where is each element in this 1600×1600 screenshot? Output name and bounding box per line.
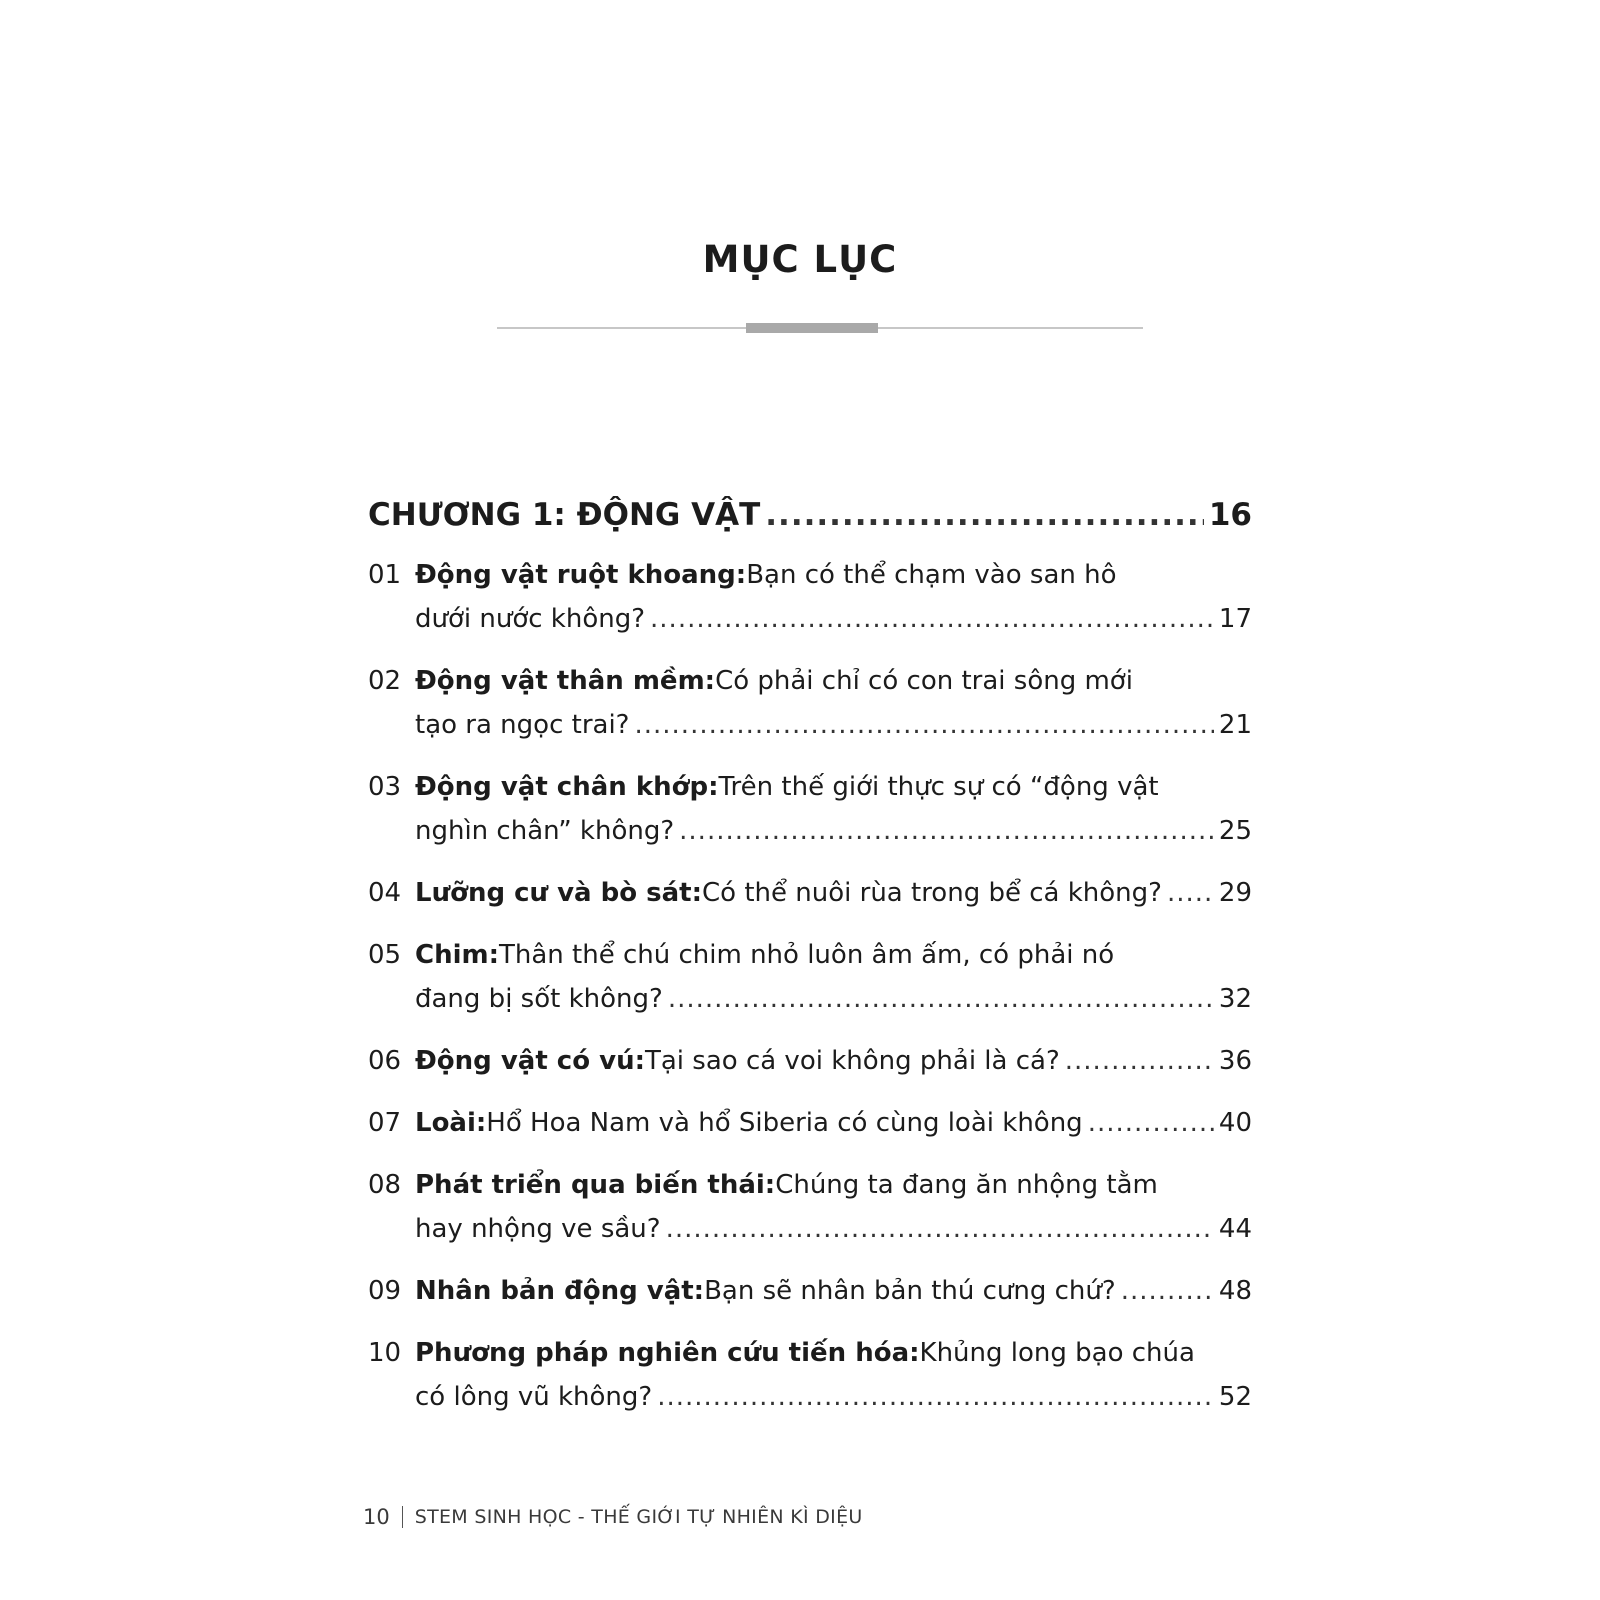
entry-page: 44 (1218, 1214, 1252, 1244)
page-footer (363, 1505, 863, 1529)
toc-entry-05[interactable] (368, 933, 1252, 1021)
entry-question: Bạn có thể chạm vào san hô (746, 560, 1117, 590)
entry-page: 36 (1218, 1046, 1252, 1076)
entry-question: Khủng long bạo chúa (919, 1338, 1195, 1368)
footer-page-number: 10 (363, 1505, 390, 1529)
entry-number: 04 (368, 878, 402, 908)
entry-number: 02 (368, 666, 402, 696)
toc-entry-01[interactable] (368, 553, 1252, 641)
entry-topic: Loài: (415, 1108, 487, 1138)
toc-entry-10[interactable] (368, 1331, 1252, 1419)
entry-question: Tại sao cá voi không phải là cá? (644, 1046, 1060, 1076)
dot-leader (657, 1375, 1214, 1419)
entry-topic: Chim: (415, 940, 499, 970)
entry-topic: Động vật chân khớp: (415, 772, 719, 802)
entry-question: Có phải chỉ có con trai sông mới (715, 666, 1133, 696)
entry-topic: Phát triển qua biến thái: (415, 1170, 776, 1200)
entry-number: 09 (368, 1276, 402, 1306)
entry-question: Bạn sẽ nhân bản thú cưng chứ? (704, 1276, 1116, 1306)
dot-leader (765, 497, 1204, 533)
entry-question: Trên thế giới thực sự có “động vật (718, 772, 1159, 802)
entry-page: 40 (1218, 1108, 1252, 1138)
dot-leader (679, 809, 1214, 853)
chapter-heading[interactable] (368, 497, 1252, 541)
entry-page: 48 (1218, 1276, 1252, 1306)
entry-question-cont: nghìn chân” không? (415, 816, 675, 846)
entry-question-cont: đang bị sốt không? (415, 984, 663, 1014)
entry-question: Thân thể chú chim nhỏ luôn âm ấm, có phải nó (499, 940, 1115, 970)
entry-page: 32 (1218, 984, 1252, 1014)
entry-number: 07 (368, 1108, 402, 1138)
table-of-contents (368, 497, 1252, 1437)
entry-topic: Động vật thân mềm: (415, 666, 716, 696)
title-divider-accent (746, 323, 878, 333)
toc-entry-02[interactable] (368, 659, 1252, 747)
toc-entry-06[interactable] (368, 1039, 1252, 1083)
entry-question: Có thể nuôi rùa trong bể cá không? (702, 878, 1162, 908)
entry-question-cont: dưới nước không? (415, 604, 646, 634)
entry-topic: Động vật ruột khoang: (415, 560, 747, 590)
entry-question-cont: tạo ra ngọc trai? (415, 710, 630, 740)
dot-leader (1167, 871, 1214, 915)
entry-number: 08 (368, 1170, 402, 1200)
entry-number: 01 (368, 560, 402, 590)
dot-leader (1121, 1269, 1214, 1313)
entry-topic: Động vật có vú: (415, 1046, 645, 1076)
entry-number: 10 (368, 1338, 402, 1368)
entry-page: 52 (1218, 1382, 1252, 1412)
dot-leader (634, 703, 1213, 747)
footer-book-title: STEM SINH HỌC - THẾ GIỚI TỰ NHIÊN KÌ DIỆU (414, 1506, 863, 1528)
entry-page: 29 (1218, 878, 1252, 908)
chapter-label: CHƯƠNG 1: ĐỘNG VẬT (368, 497, 761, 533)
dot-leader (668, 977, 1214, 1021)
dot-leader (1088, 1101, 1214, 1145)
entry-page: 25 (1218, 816, 1252, 846)
dot-leader (1065, 1039, 1214, 1083)
toc-entry-03[interactable] (368, 765, 1252, 853)
entry-question-cont: hay nhộng ve sầu? (415, 1214, 661, 1244)
dot-leader (666, 1207, 1214, 1251)
entry-topic: Nhân bản động vật: (415, 1276, 705, 1306)
entry-number: 05 (368, 940, 402, 970)
entry-question: Chúng ta đang ăn nhộng tằm (775, 1170, 1158, 1200)
entry-number: 03 (368, 772, 402, 802)
entry-question: Hổ Hoa Nam và hổ Siberia có cùng loài không (486, 1108, 1083, 1138)
entry-topic: Phương pháp nghiên cứu tiến hóa: (415, 1338, 920, 1368)
chapter-page: 16 (1208, 497, 1252, 533)
dot-leader (650, 597, 1214, 641)
entry-topic: Lưỡng cư và bò sát: (415, 878, 703, 908)
toc-entry-07[interactable] (368, 1101, 1252, 1145)
entry-page: 17 (1218, 604, 1252, 634)
entry-number: 06 (368, 1046, 402, 1076)
page-title: MỤC LỤC (702, 238, 898, 281)
toc-entry-09[interactable] (368, 1269, 1252, 1313)
toc-entry-08[interactable] (368, 1163, 1252, 1251)
toc-entry-04[interactable] (368, 871, 1252, 915)
footer-separator (402, 1506, 403, 1528)
entry-question-cont: có lông vũ không? (415, 1382, 653, 1412)
entry-page: 21 (1218, 710, 1252, 740)
